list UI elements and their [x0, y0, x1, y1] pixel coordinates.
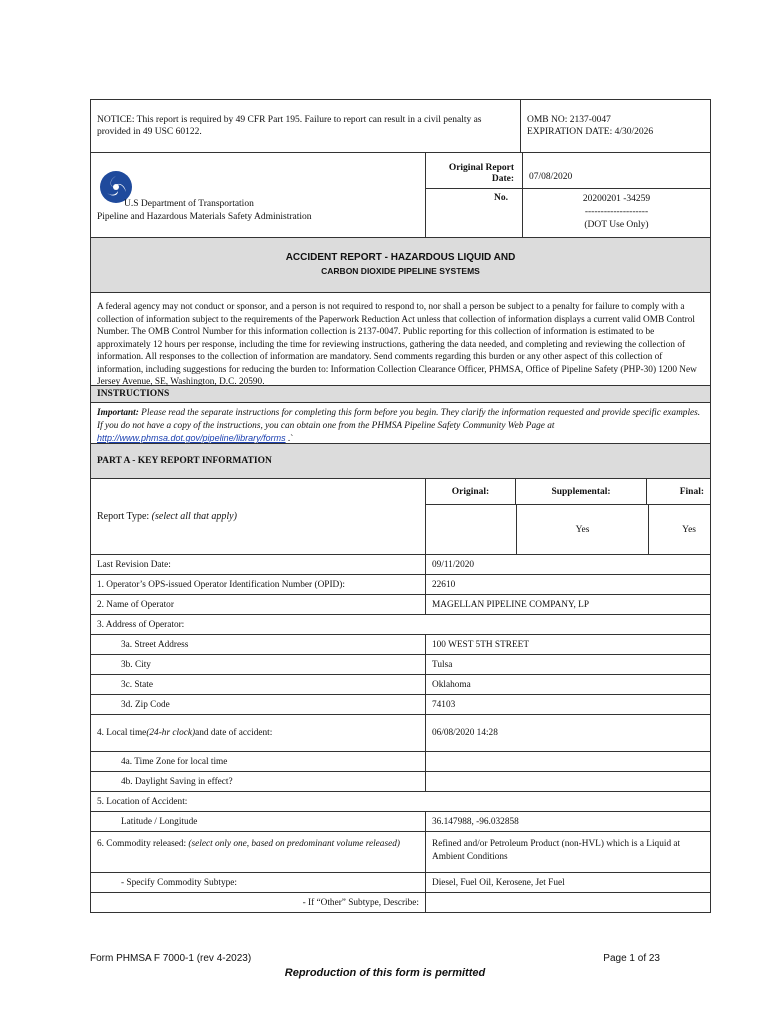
report-number-value: 20200201 -34259: [582, 194, 651, 204]
commodity-value[interactable]: Refined and/or Petroleum Product (non-HVL) which is a Liquid at Ambient Conditions: [432, 839, 681, 862]
original-date-label: Original Report Date:: [426, 153, 522, 189]
report-meta-labels: [425, 153, 523, 237]
omb-info: [521, 100, 710, 152]
latlong-row: [91, 812, 710, 832]
col-final: Final:: [679, 486, 704, 497]
subtype-label: - Specify Commodity Subtype:: [91, 873, 426, 892]
dept-name: U.S Department of Transportation: [124, 199, 254, 209]
other-subtype-value[interactable]: [426, 893, 710, 912]
commodity-label-pre: 6. Commodity released:: [97, 839, 189, 849]
local-time-label-pre: 4. Local time: [97, 728, 147, 738]
report-type-row: [91, 479, 710, 555]
opid-value[interactable]: 22610: [432, 579, 456, 590]
subtype-value[interactable]: Diesel, Fuel Oil, Kerosene, Jet Fuel: [432, 877, 565, 888]
address-label: 3. Address of Operator:: [97, 619, 185, 630]
last-revision-label: Last Revision Date:: [91, 555, 426, 574]
admin-name: Pipeline and Hazardous Materials Safety Administration: [97, 212, 312, 222]
local-time-label-post: and date of accident:: [195, 728, 273, 738]
last-revision-value[interactable]: 09/11/2020: [432, 559, 475, 570]
reproduction-note: Reproduction of this form is permitted: [284, 967, 486, 979]
report-subtitle: CARBON DIOXIDE PIPELINE SYSTEMS: [321, 266, 480, 276]
part-a-heading: PART A - KEY REPORT INFORMATION: [91, 444, 710, 479]
val-supplemental[interactable]: Yes: [517, 505, 649, 554]
val-original[interactable]: [426, 505, 517, 554]
street-row: [91, 635, 710, 655]
col-original: Original:: [426, 479, 516, 504]
operator-label: 2. Name of Operator: [91, 595, 426, 614]
opid-label: 1. Operator’s OPS-issued Operator Identification Number (OPID):: [91, 575, 426, 594]
state-value[interactable]: Oklahoma: [432, 679, 471, 690]
daylight-value[interactable]: [426, 772, 710, 791]
address-row: [91, 615, 710, 635]
val-final[interactable]: Yes: [682, 524, 696, 535]
dot-dashes: --------------------: [584, 207, 649, 217]
daylight-label: 4b. Daylight Saving in effect?: [91, 772, 426, 791]
city-label: 3b. City: [91, 655, 426, 674]
operator-row: [91, 595, 710, 615]
notice-text: NOTICE: This report is required by 49 CFR Part 195. Failure to report can result in a civil penalty as provided in 49 USC 60122.: [91, 100, 521, 152]
state-label: 3c. State: [91, 675, 426, 694]
report-type-header: [426, 479, 710, 505]
daylight-row: [91, 772, 710, 792]
state-row: [91, 675, 710, 695]
paperwork-disclaimer: A federal agency may not conduct or sponsor, and a person is not required to respond to, nor shall a person be subject to a penalty for failure to comply with a collection of information subject to the requirements of the Paperwork Reduction Act unless that collection of information displays a current valid OMB Control Number. The OMB Control Number for this information collection is 2137-0047. Public reporting for this collection of information is estimated to be approximately 12 hours per response, including the time for reviewing instructions, gathering the data needed, and completing and reviewing the collection of information. All responses to the collection of information are mandatory. Send comments regarding this burden or any other aspect of this collection of information, including suggestions for reducing the burden to: Information Collection Clearance Officer, PHMSA, Office of Pipeline Safety (PHP-30) 1200 New Jersey Avenue, SE, Washington, D.C. 20590.: [97, 302, 697, 387]
notice-row: [91, 100, 710, 153]
agency-block: [91, 153, 425, 237]
report-type-grid: [426, 479, 710, 554]
time-zone-label: 4a. Time Zone for local time: [91, 752, 426, 771]
time-zone-row: [91, 752, 710, 772]
important-label: Important:: [97, 408, 139, 418]
operator-value[interactable]: MAGELLAN PIPELINE COMPANY, LP: [432, 599, 590, 610]
forms-link[interactable]: http://www.phmsa.dot.gov/pipeline/library/forms: [97, 433, 286, 443]
report-number-block: [523, 189, 710, 232]
zip-row: [91, 695, 710, 715]
commodity-row: [91, 832, 710, 873]
original-date-value: 07/08/2020: [523, 153, 710, 189]
report-meta-values: [523, 153, 710, 237]
report-title: ACCIDENT REPORT - HAZARDOUS LIQUID AND: [285, 252, 516, 263]
report-type-note: (select all that apply): [151, 511, 237, 522]
instructions-body: Please read the separate instructions for completing this form before you begin. They clarify the information requested and provide specific examples. If you do not have a copy of the instructions, you can obtain one from the PHMSA Pipeline Safety Community Web Page at: [97, 408, 701, 431]
zip-label: 3d. Zip Code: [91, 695, 426, 714]
local-time-label-italic: (24-hr clock): [146, 728, 196, 738]
latlong-label: Latitude / Longitude: [91, 812, 426, 831]
local-time-value[interactable]: 06/08/2020 14:28: [432, 728, 498, 738]
instructions-row: [91, 403, 710, 444]
location-row: [91, 792, 710, 812]
street-label: 3a. Street Address: [91, 635, 426, 654]
instructions-heading: INSTRUCTIONS: [91, 386, 710, 403]
city-value[interactable]: Tulsa: [432, 659, 453, 670]
street-value[interactable]: 100 WEST 5TH STREET: [432, 639, 530, 650]
agency-name: [97, 198, 312, 224]
col-supplemental: Supplemental:: [516, 479, 647, 504]
other-subtype-label: - If “Other” Subtype, Describe:: [91, 893, 426, 912]
report-number-label: No.: [494, 193, 508, 203]
other-subtype-row: [91, 893, 710, 913]
local-time-label: [91, 715, 426, 751]
last-revision-row: [91, 555, 710, 575]
omb-number: OMB NO: 2137-0047: [527, 115, 611, 125]
report-type-text: Report Type:: [97, 511, 150, 522]
omb-expiration: EXPIRATION DATE: 4/30/2026: [527, 127, 654, 137]
disclaimer-row: [91, 293, 710, 386]
instructions-text: [91, 403, 710, 443]
location-label: 5. Location of Accident:: [97, 796, 188, 807]
zip-value[interactable]: 74103: [432, 699, 456, 710]
latlong-value[interactable]: 36.147988, -96.032858: [432, 816, 519, 827]
accident-report-form: [90, 99, 711, 913]
time-zone-value[interactable]: [426, 752, 710, 771]
local-time-row: [91, 715, 710, 752]
page-number: Page 1 of 23: [603, 953, 660, 964]
report-type-values: [426, 505, 710, 554]
dot-use-only: (DOT Use Only): [584, 220, 649, 230]
commodity-label-italic: (select only one, based on predominant volume released): [188, 839, 400, 849]
instructions-tail: .`: [285, 434, 294, 444]
commodity-label: [91, 832, 426, 872]
title-row: [91, 238, 710, 293]
opid-row: [91, 575, 710, 595]
agency-row: [91, 153, 710, 238]
city-row: [91, 655, 710, 675]
report-type-label: [91, 479, 426, 554]
subtype-row: [91, 873, 710, 893]
form-id: Form PHMSA F 7000-1 (rev 4-2023): [90, 953, 252, 964]
